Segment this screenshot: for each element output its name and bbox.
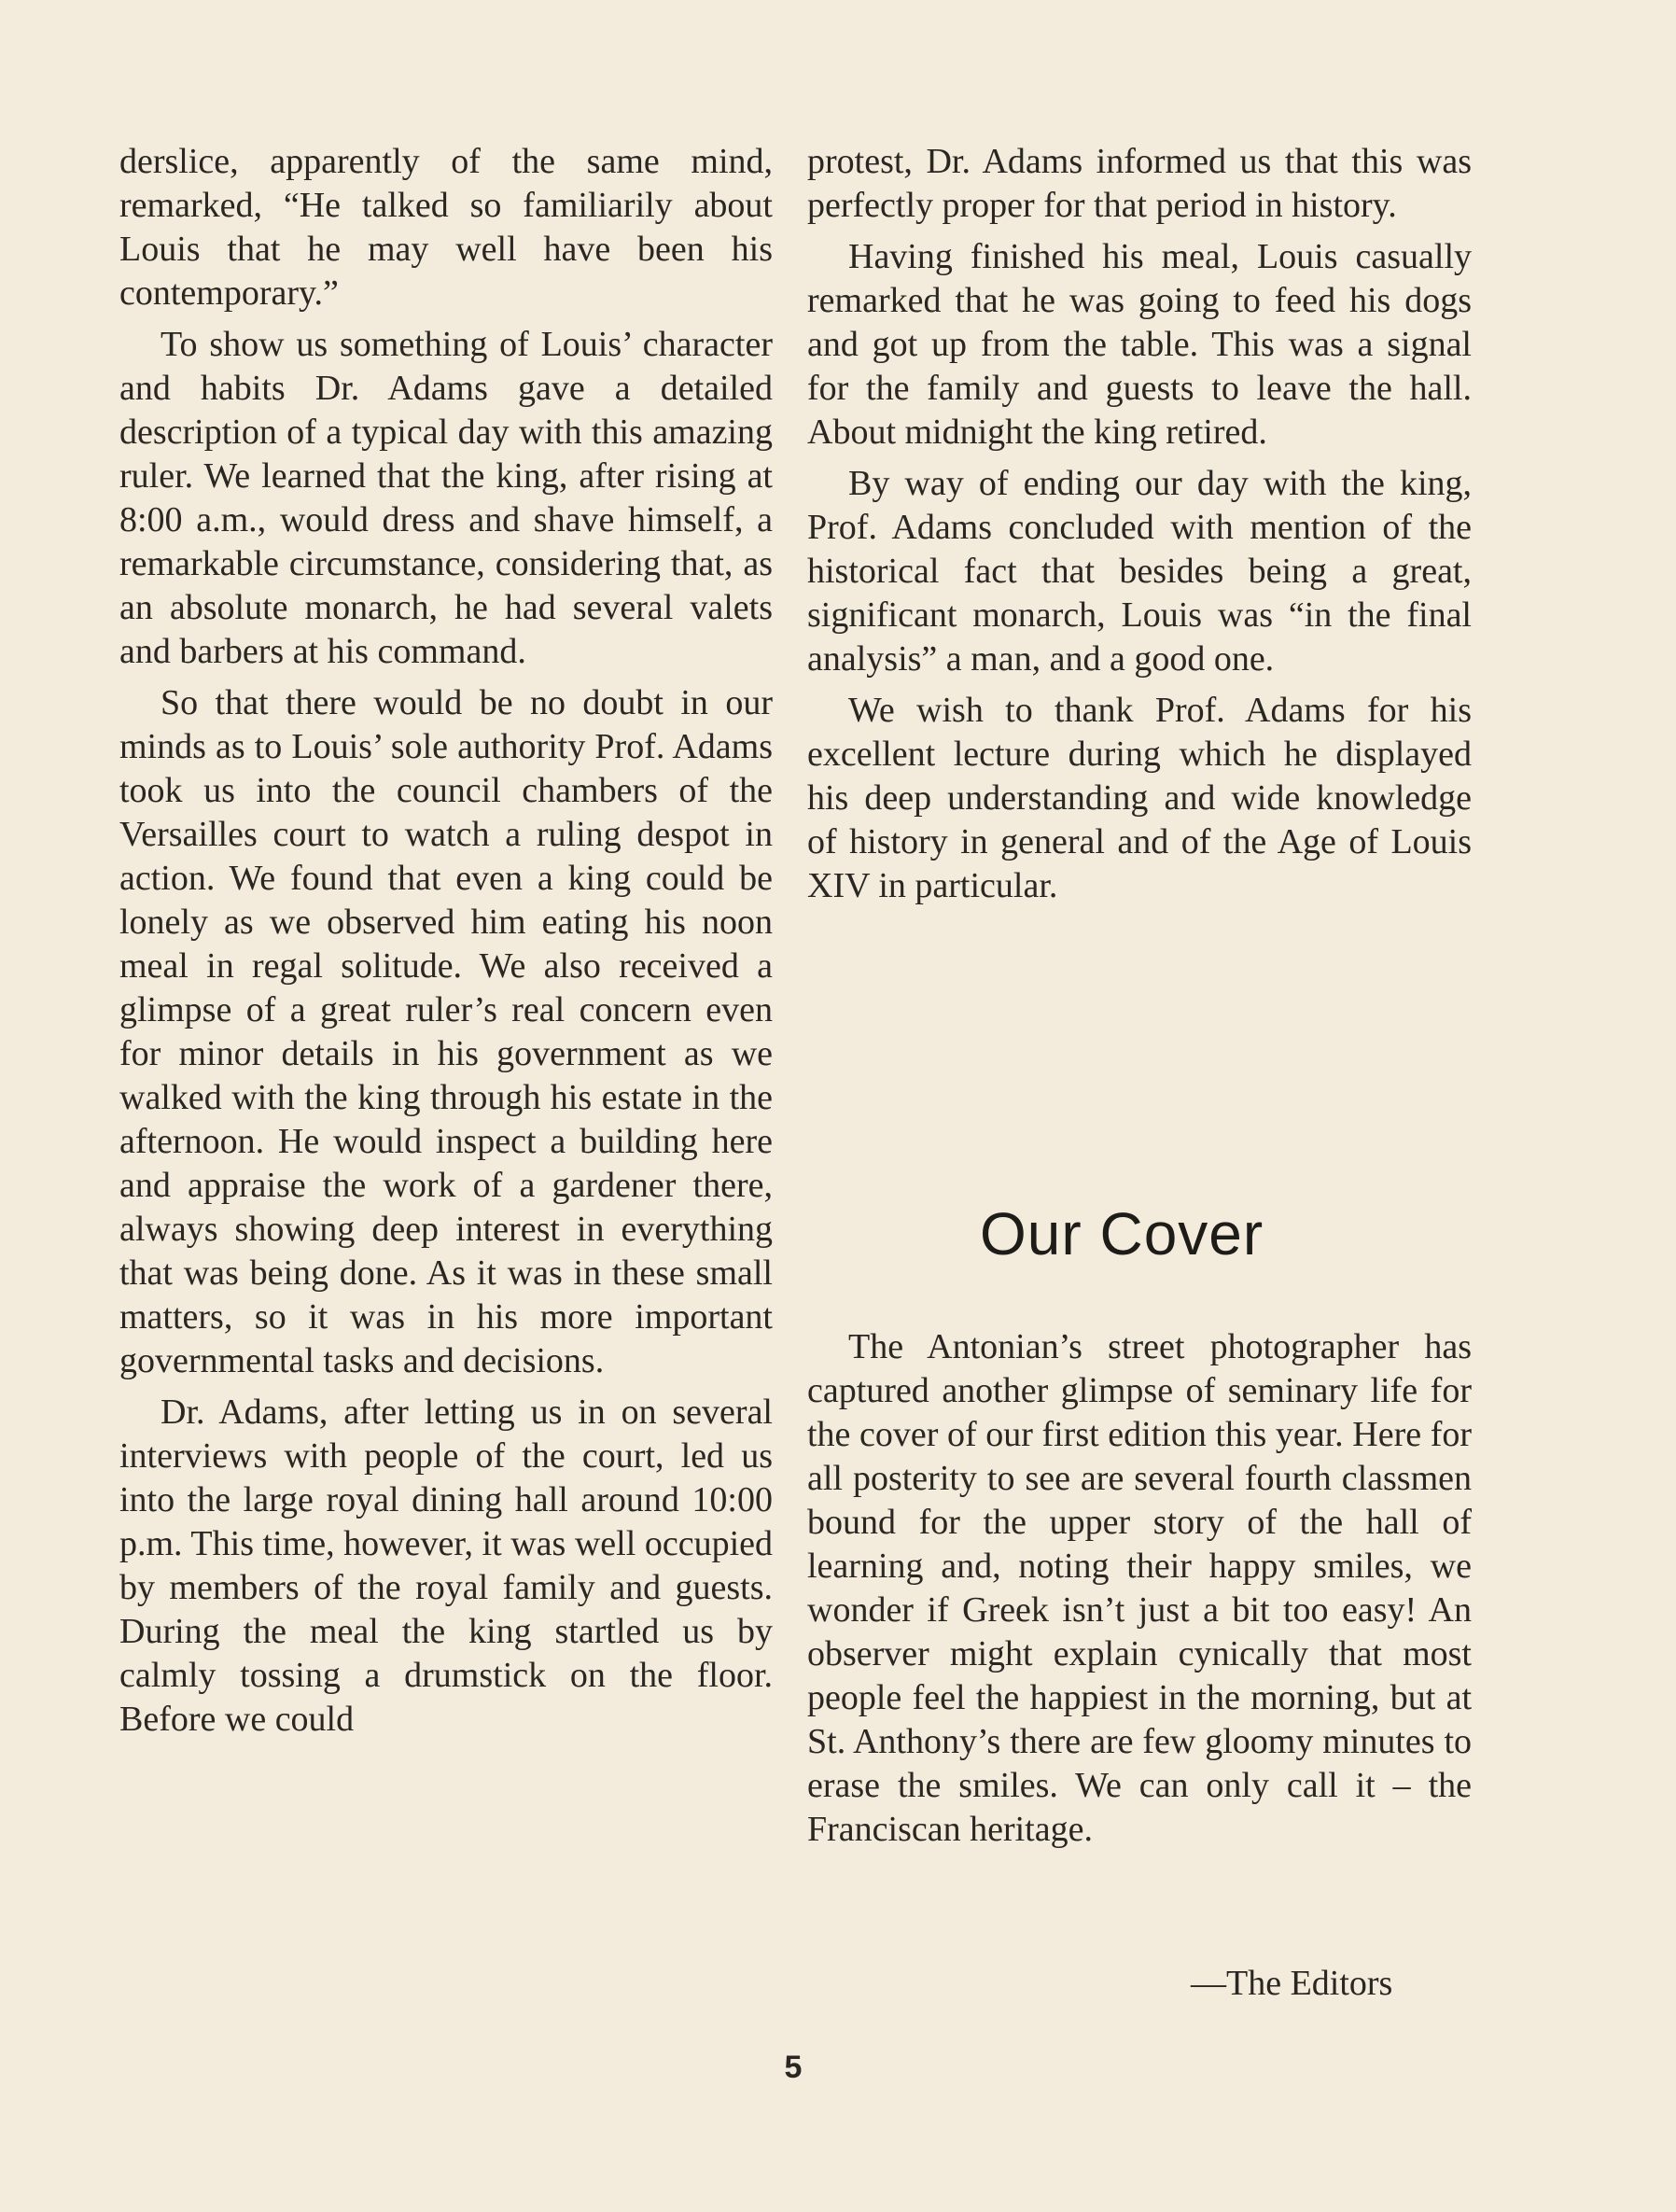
paragraph: To show us something of Louis’ character and habits Dr. Adams gave a detailed description of a typical day with this amazing ruler. We learned that the king, after rising at 8:00 a.m., would dress and shave himself, a remarkable circumstance, considering that, as an absolute monarch, he had several valets and barbers at his command. [119, 325, 773, 671]
editors-signature: —The Editors [1191, 1964, 1393, 2003]
paragraph: So that there would be no doubt in our minds as to Louis’ sole authority Prof. Adams took us into the council chambers of the Versailles court to watch a ruling despot in action. We found that even a king could be lonely as we observed him eating his noon meal in regal solitude. We also received a glimpse of a great ruler’s real concern even for minor details in his government as we walked with the king through his estate in the afternoon. He would inspect a building here and appraise the work of a gardener there, always showing deep interest in everything that was being done. As it was in these small matters, so it was in his more important governmental tasks and decisions. [119, 683, 773, 1380]
paragraph: protest, Dr. Adams informed us that this was perfectly proper for that period in history. [807, 142, 1472, 225]
page-number: 5 [784, 2050, 803, 2085]
cover-section-body [807, 1325, 1472, 1852]
paragraph: The Antonian’s street photographer has captured another glimpse of seminary life for the cover of our first edition this year. Here for all posterity to see are several fourth classmen bound for the upper story of the hall of learning and, noting their happy smiles, we wonder if Greek isn’t just a bit too easy! An observer might explain cynically that most people feel the happiest in the morning, but at St. Anthony’s there are few gloomy minutes to erase the smiles. We can only call it – the Franciscan heritage. [807, 1327, 1472, 1849]
left-column [119, 140, 773, 1749]
cover-section-title: Our Cover [980, 1200, 1264, 1267]
right-column [807, 140, 1472, 916]
paragraph: By way of ending our day with the king, Prof. Adams concluded with mention of the historical fact that besides being a great, significant monarch, Louis was “in the final analysis” a man, and a good one. [807, 464, 1472, 679]
paragraph: Dr. Adams, after letting us in on several interviews with people of the court, led us into the large royal dining hall around 10:00 p.m. This time, however, it was well occupied by members of the royal family and guests. During the meal the king startled us by calmly tossing a drumstick on the floor. Before we could [119, 1393, 773, 1739]
paragraph: Having finished his meal, Louis casually remarked that he was going to feed his dogs and got up from the table. This was a signal for the family and guests to leave the hall. About midnight the king retired. [807, 237, 1472, 452]
paragraph: derslice, apparently of the same mind, remarked, “He talked so familiarily about Louis that he may well have been his contemporary.” [119, 142, 773, 313]
paragraph: We wish to thank Prof. Adams for his excellent lecture during which he displayed his deep understanding and wide knowledge of history in general and of the Age of Louis XIV in particular. [807, 691, 1472, 905]
